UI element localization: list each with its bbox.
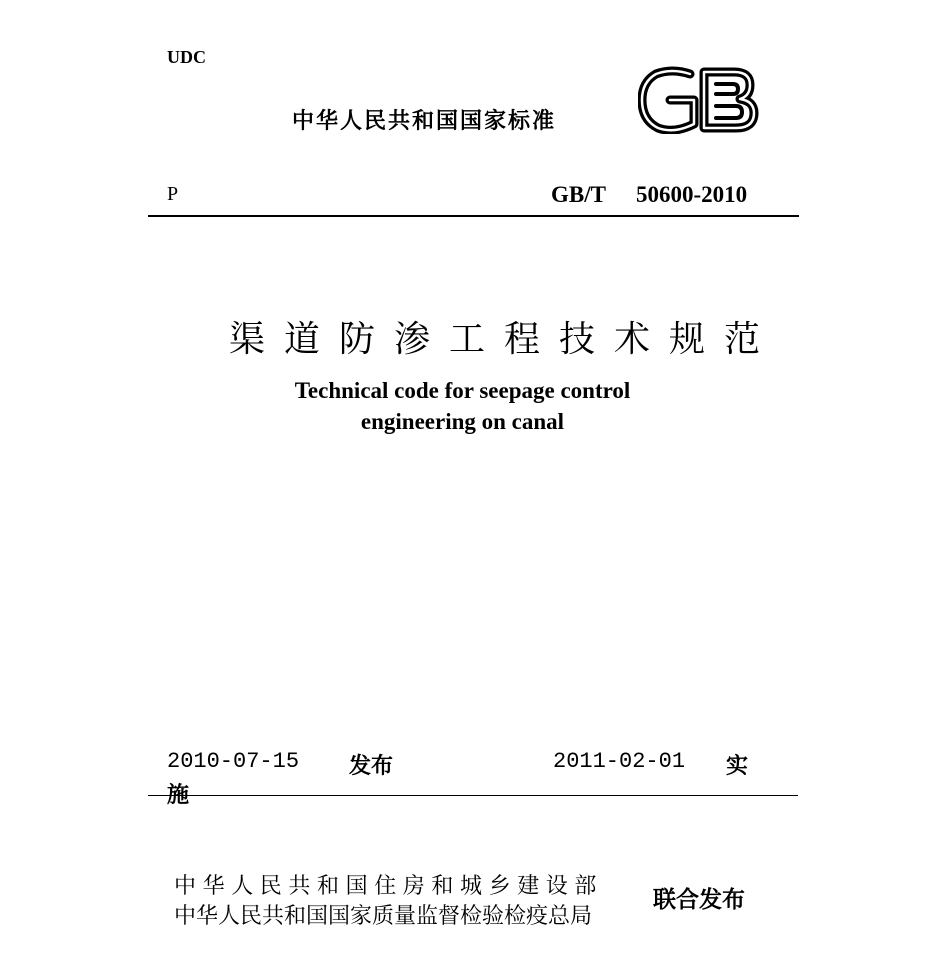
implementation-date: 2011-02-01: [553, 749, 686, 774]
issuer-aqsiq: 中华人民共和国国家质量监督检验检疫总局: [174, 904, 593, 929]
standard-number: [551, 182, 747, 208]
title-english-line2: engineering on canal: [360, 409, 565, 434]
issue-label: 发布: [349, 754, 394, 779]
issuing-body-title: 中华人民共和国国家标准: [292, 109, 557, 134]
joint-issue-label: 联合发布: [653, 887, 745, 913]
standard-code: 50600-2010: [635, 182, 748, 207]
title-english-line1: Technical code for seepage control: [294, 378, 631, 403]
issue-date: 2010-07-15: [167, 749, 300, 774]
header-divider: [148, 215, 799, 217]
udc-label: UDC: [167, 47, 206, 67]
gb-logo: [638, 66, 760, 134]
issuer-ministry-housing: 中华人民共和国住房和城乡建设部: [174, 874, 604, 899]
implementation-label-part1: 实: [726, 754, 749, 779]
classification-code: P: [167, 183, 179, 205]
footer-divider: [148, 795, 798, 796]
title-chinese: 渠道防渗工程技术规范: [229, 319, 780, 359]
implementation-label-part2: 施: [167, 783, 190, 808]
standard-prefix: GB/T: [551, 182, 606, 207]
